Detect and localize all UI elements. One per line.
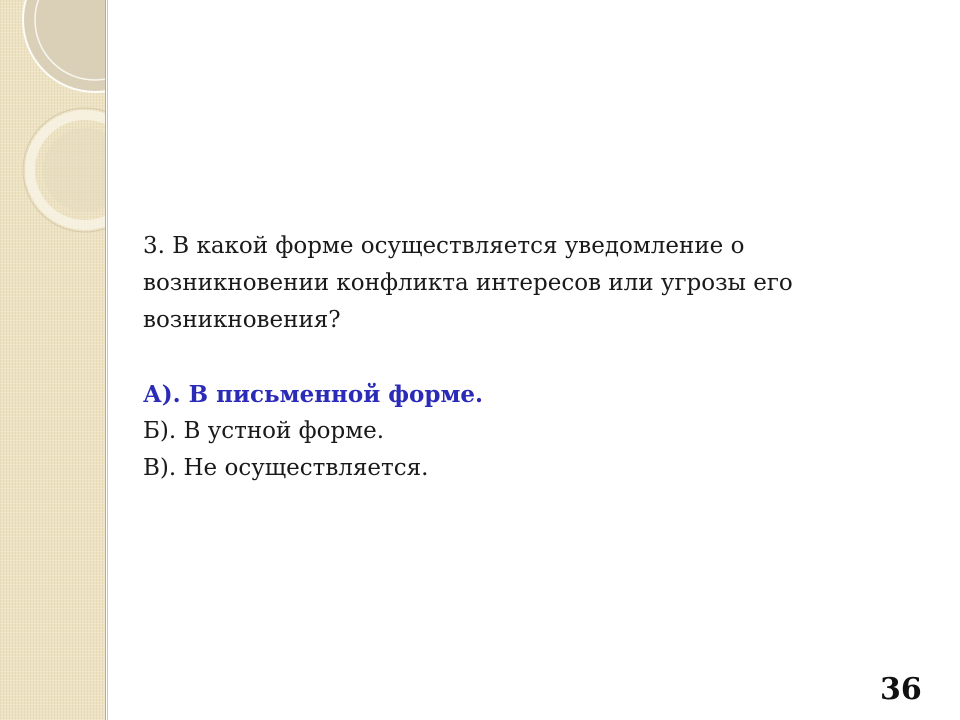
answer-options <box>143 376 903 487</box>
page-number: 36 <box>880 672 922 707</box>
decorative-side-panel <box>0 0 106 720</box>
answer-option-a: А). В письменной форме. <box>143 381 484 408</box>
question-text: 3. В какой форме осуществляется уведомление о возникновении конфликта интересов или угрозы его возникновения? <box>143 233 793 333</box>
answer-option-b: Б). В устной форме. <box>143 418 385 444</box>
question-block <box>143 228 903 487</box>
decorative-circles <box>0 0 105 720</box>
panel-divider <box>107 0 108 720</box>
answer-option-c: В). Не осуществляется. <box>143 455 429 481</box>
